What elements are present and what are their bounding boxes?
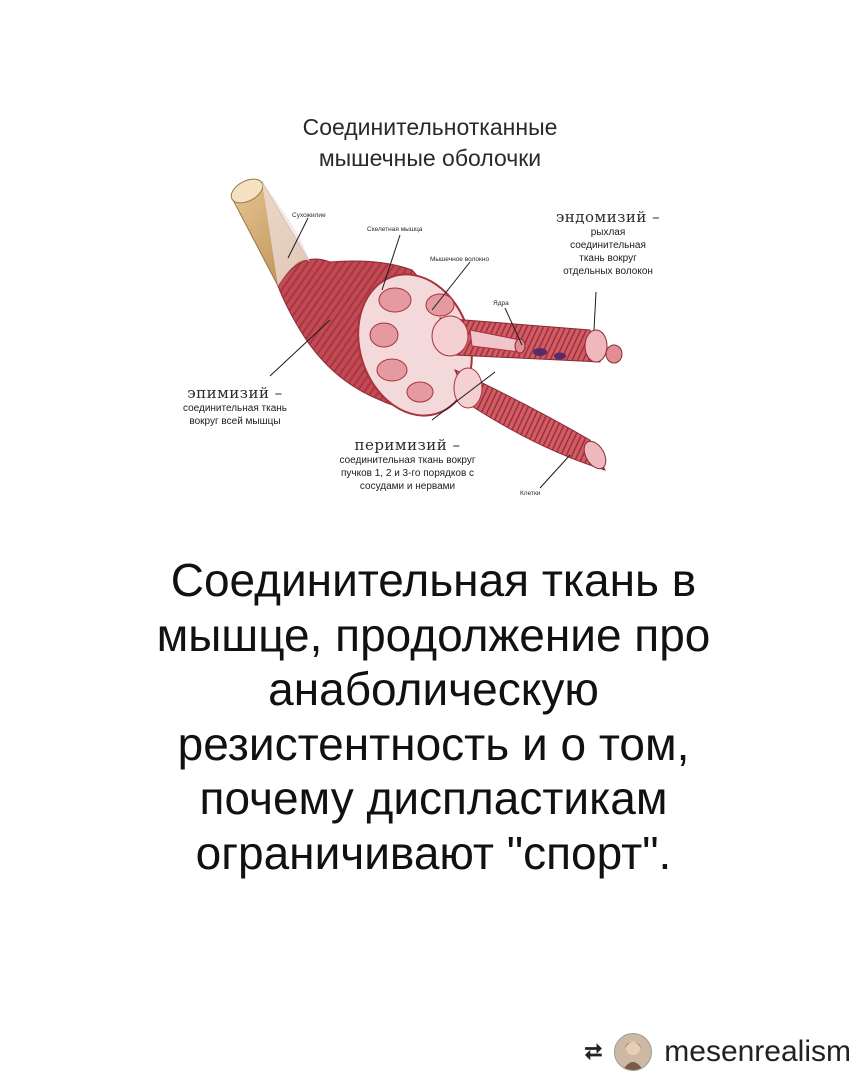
repost-icon: ⮂ xyxy=(584,1039,603,1064)
label-epimysium xyxy=(150,384,320,428)
caption-line-2: мышце, продолжение про xyxy=(156,608,711,661)
perimysium-head: перимизий – xyxy=(354,436,461,454)
endomysium-head: эндомизий – xyxy=(555,208,661,226)
endomysium-line-3: ткань вокруг xyxy=(579,253,637,264)
label-cells: Клетки xyxy=(520,490,541,497)
endomysium-line-4: отдельных волокон xyxy=(563,266,653,277)
diagram-title-line-1: Соединительнотканные xyxy=(302,114,558,140)
avatar[interactable] xyxy=(614,1033,652,1071)
repost-attribution[interactable] xyxy=(585,1032,851,1072)
label-perimysium xyxy=(300,436,515,493)
caption-line-4: резистентность и о том, xyxy=(177,717,690,770)
caption-line-6: ограничивают "спорт". xyxy=(195,826,672,879)
main-caption xyxy=(60,553,807,880)
endomysium-line-1: рыхлая xyxy=(590,227,626,238)
label-nuclei: Ядра xyxy=(493,300,509,307)
caption-line-3: анаболическую xyxy=(268,663,599,715)
caption-line-5: почему диспластикам xyxy=(199,772,668,824)
label-tendon: Сухожилие xyxy=(292,212,326,219)
perimysium-line-1: соединительная ткань вокруг xyxy=(339,455,476,466)
perimysium-line-2: пучков 1, 2 и 3-го порядков с xyxy=(340,468,475,479)
epimysium-head: эпимизий – xyxy=(187,384,283,402)
epimysium-line-2: вокруг всей мышцы xyxy=(189,416,281,427)
label-endomysium xyxy=(538,208,678,278)
caption-line-1: Соединительная ткань в xyxy=(170,554,697,606)
label-muscle-fiber: Мышечное волокно xyxy=(430,256,490,263)
epimysium-line-1: соединительная ткань xyxy=(182,403,288,414)
perimysium-line-3: сосудами и нервами xyxy=(359,481,456,492)
label-skeletal-muscle: Скелетная мышца xyxy=(367,226,423,233)
diagram-title-line-2: мышечные оболочки xyxy=(318,145,542,171)
endomysium-line-2: соединительная xyxy=(570,240,646,251)
username-link[interactable]: mesenrealism xyxy=(664,1035,851,1068)
